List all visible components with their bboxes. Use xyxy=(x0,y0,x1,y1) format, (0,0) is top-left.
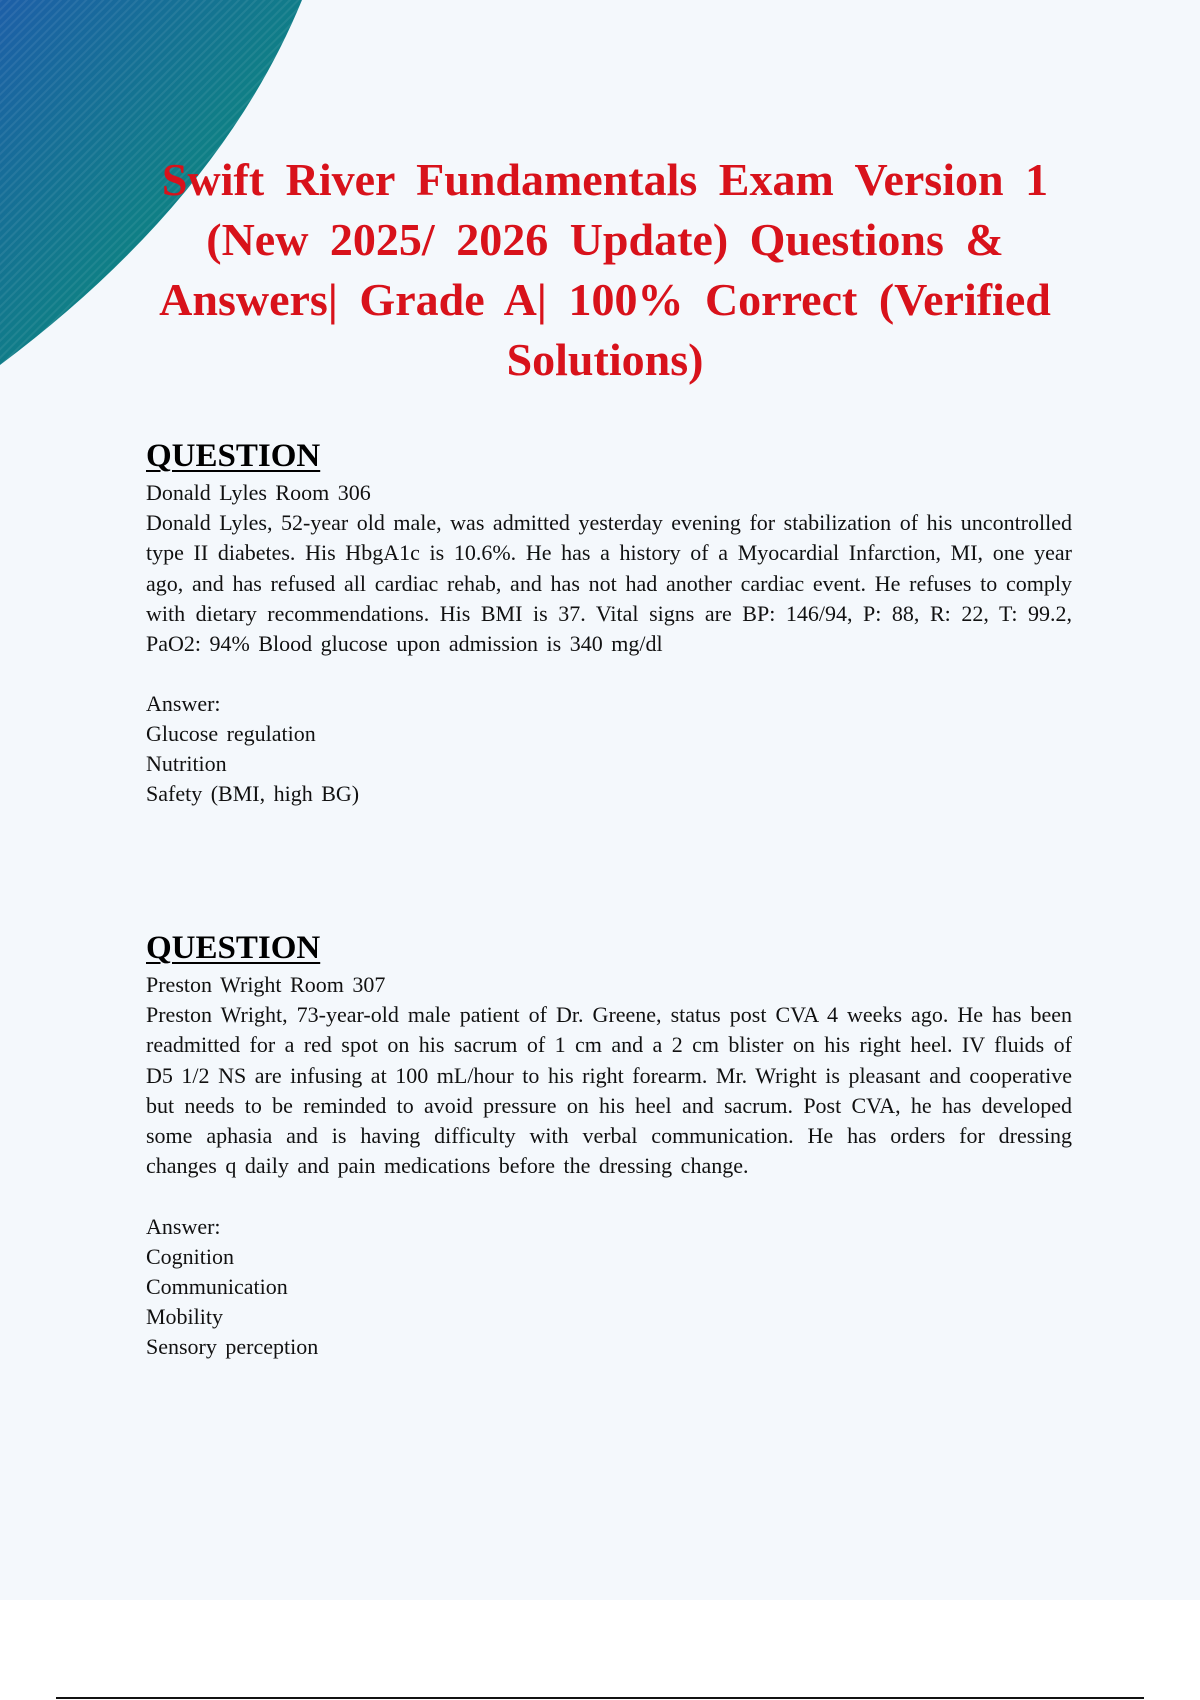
answer-item: Communication xyxy=(146,1273,288,1299)
answer-item: Mobility xyxy=(146,1303,224,1329)
answer-block xyxy=(146,689,1072,809)
document-title: Swift River Fundamentals Exam Version 1 (New 2025/ 2026 Update) Questions & Answers| Grade A| 100% Correct (Verified Solutions) xyxy=(159,154,1051,385)
question-text: Donald Lyles, 52-year old male, was admitted yesterday evening for stabilization of his uncontrolled type II diabetes. His HbgA1c is 10.6%. He has a history of a Myocardial Infarction, MI, one year ago, and has refused all cardiac rehab, and has not had another cardiac event. He refuses to comply with dietary recommendations. His BMI is 37. Vital signs are BP: 146/94, P: 88, R: 22, T: 99.2, PaO2: 94% Blood glucose upon admission is 340 mg/dl xyxy=(146,510,1072,657)
answer-label: Answer: xyxy=(146,1213,221,1239)
question-section-2 xyxy=(146,930,1072,1362)
patient-line: Donald Lyles Room 306 xyxy=(146,480,371,505)
answer-label: Answer: xyxy=(146,691,221,717)
answer-item: Sensory perception xyxy=(146,1333,319,1359)
question-section-1 xyxy=(146,438,1072,809)
answer-item: Nutrition xyxy=(146,751,227,777)
question-heading: QUESTION xyxy=(146,930,321,966)
answer-item: Cognition xyxy=(146,1243,235,1269)
footer-divider xyxy=(56,1697,1144,1699)
answer-item: Safety (BMI, high BG) xyxy=(146,781,360,807)
answer-block xyxy=(146,1212,1072,1362)
patient-line: Preston Wright Room 307 xyxy=(146,972,386,997)
question-text: Preston Wright, 73-year-old male patient of Dr. Greene, status post CVA 4 weeks ago. He has been readmitted for a red spot on his sacrum of 1 cm and a 2 cm blister on his right heel. IV fluids of D5 1/2 NS are infusing at 100 mL/hour to his right forearm. Mr. Wright is pleasant and cooperative but needs to be reminded to avoid pressure on his heel and sacrum. Post CVA, he has developed some aphasia and is having difficulty with verbal communication. He has orders for dressing changes q daily and pain medications before the dressing change. xyxy=(146,1002,1072,1179)
answer-item: Glucose regulation xyxy=(146,721,316,747)
question-heading: QUESTION xyxy=(146,438,321,474)
